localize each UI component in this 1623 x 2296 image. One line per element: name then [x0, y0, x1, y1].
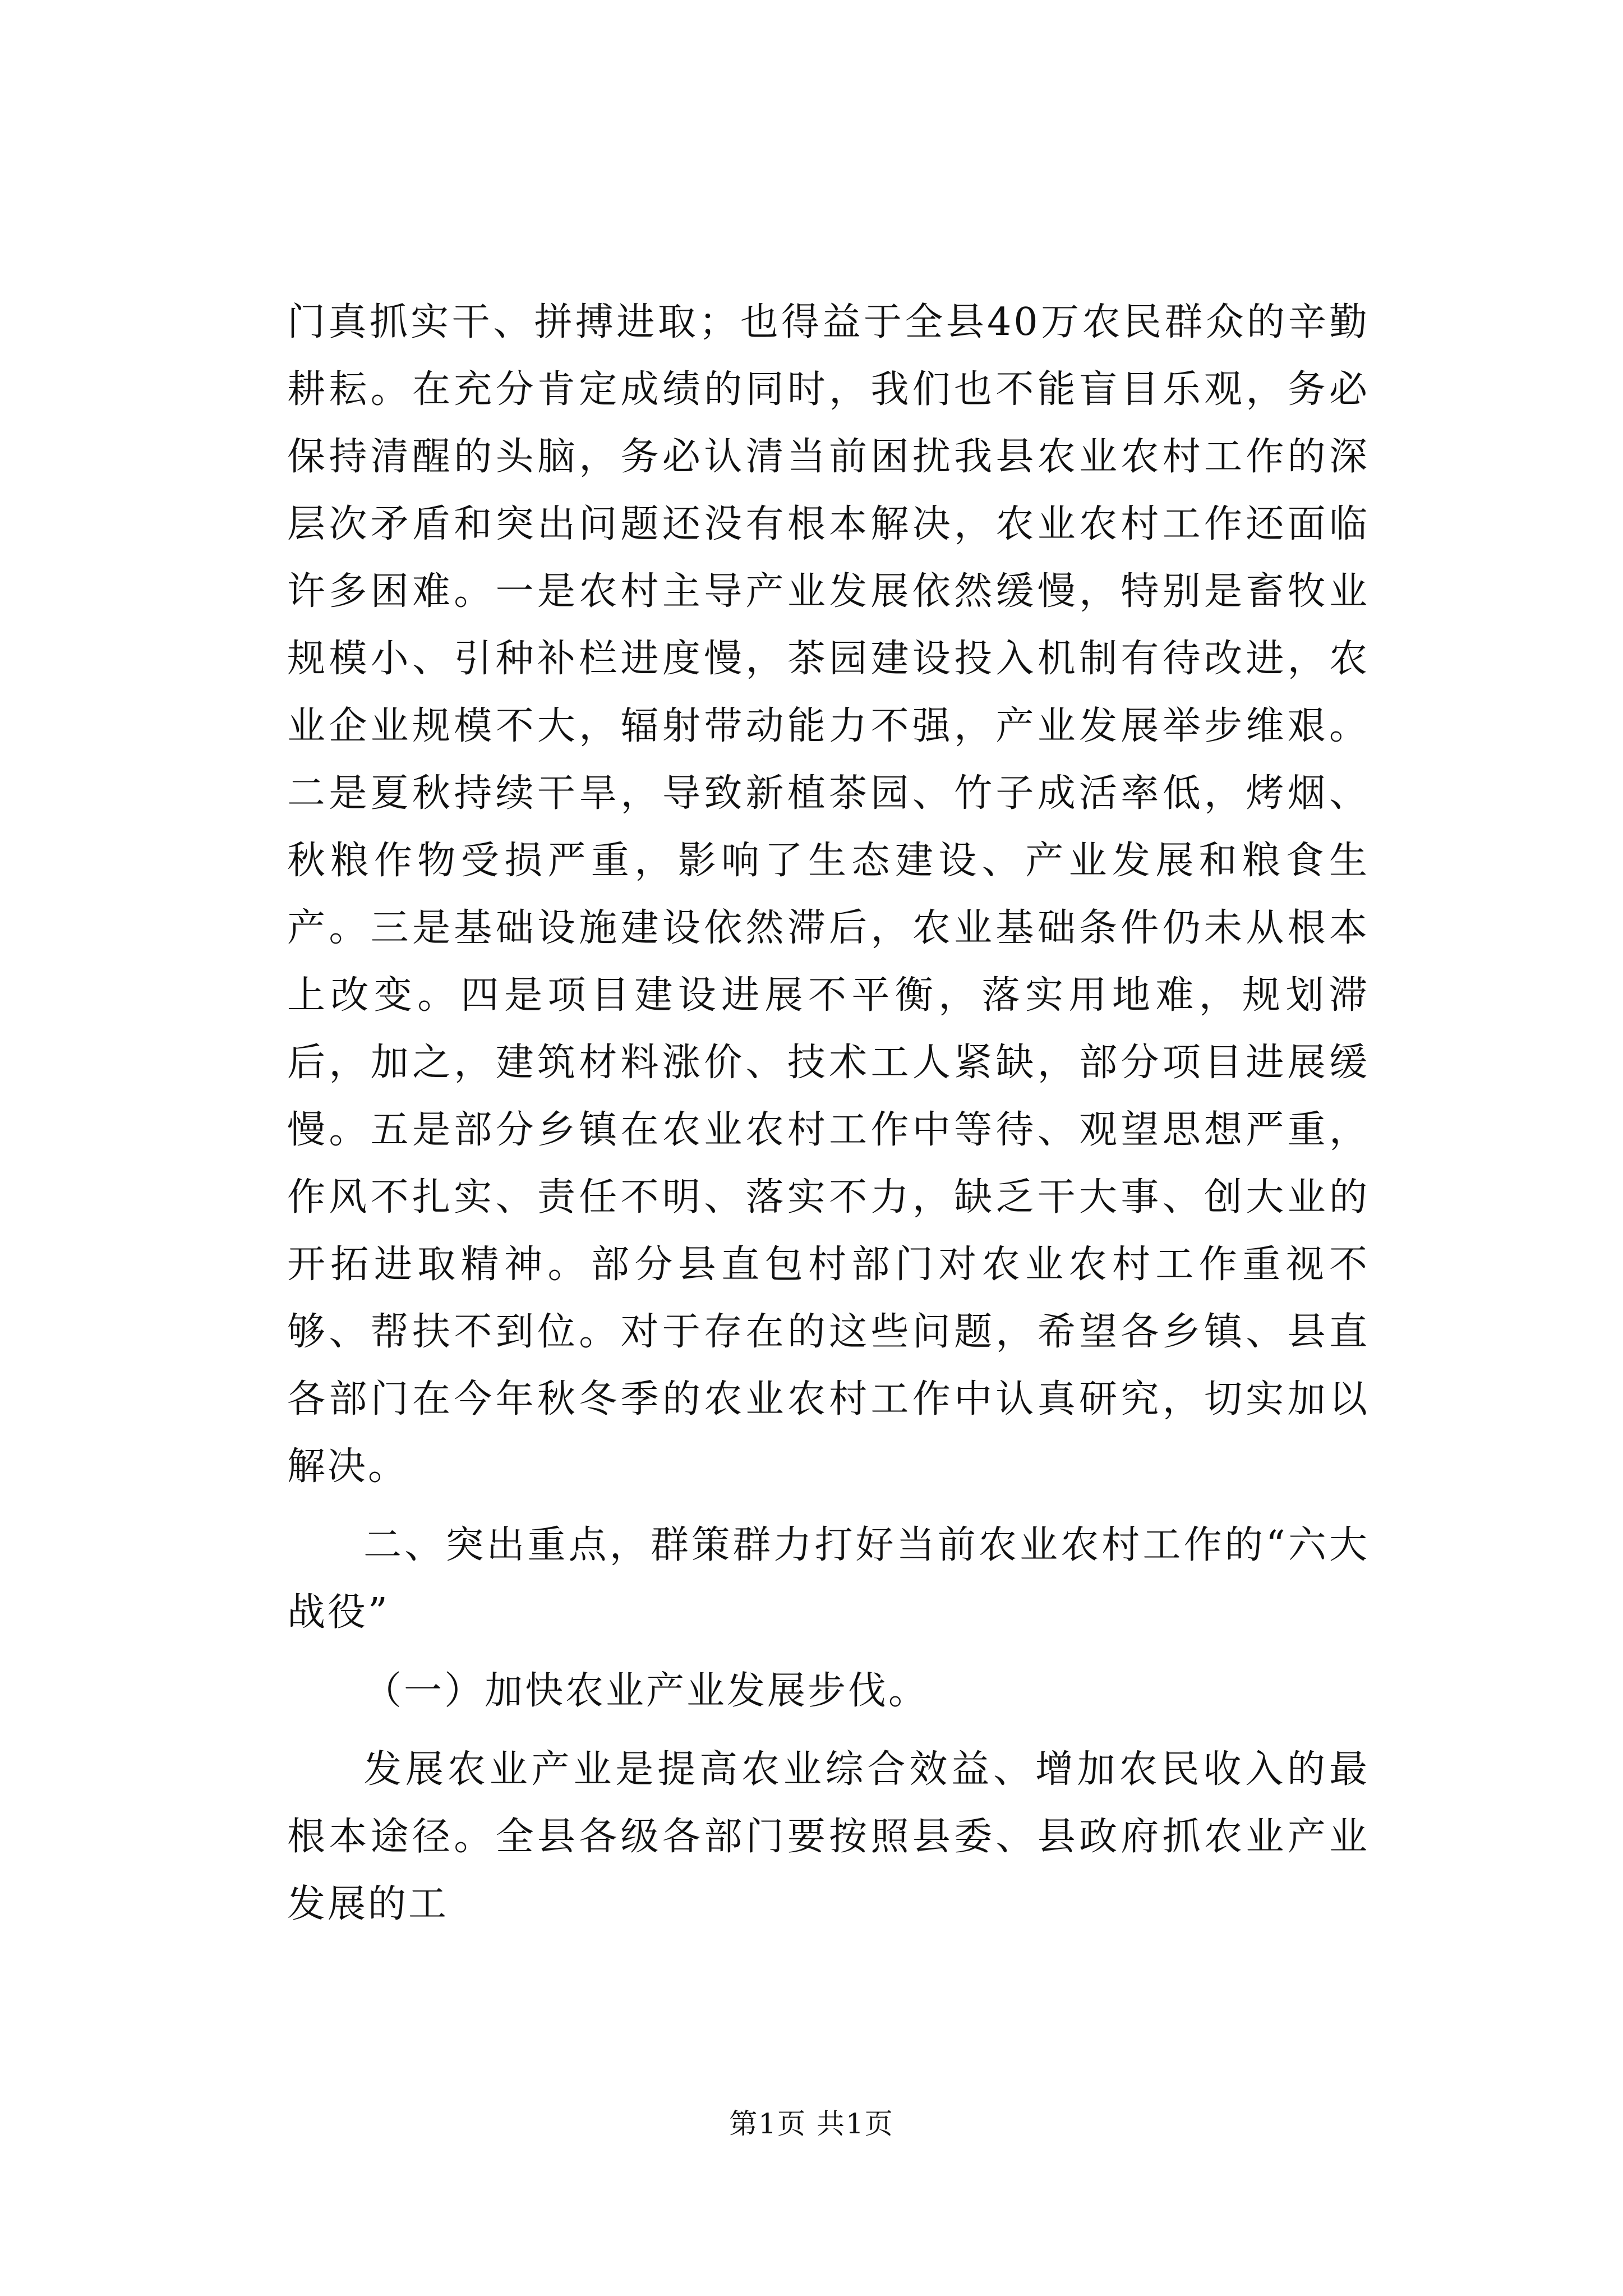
document-body	[287, 289, 1370, 1938]
paragraph-continuation: 门真抓实干、拼搏进取；也得益于全县40万农民群众的辛勤耕耘。在充分肯定成绩的同时，我们也不能盲目乐观，务必保持清醒的头脑，务必认清当前困扰我县农业农村工作的深层次矛盾和突出问题还没有根本解决，农业农村工作还面临许多困难。一是农村主导产业发展依然缓慢，特别是畜牧业规模小、引种补栏进度慢，茶园建设投入机制有待改进，农业企业规模不大，辐射带动能力不强，产业发展举步维艰。二是夏秋持续干旱，导致新植茶园、竹子成活率低，烤烟、秋粮作物受损严重，影响了生态建设、产业发展和粮食生产。三是基础设施建设依然滞后，农业基础条件仍未从根本上改变。四是项目建设进展不平衡，落实用地难，规划滞后，加之，建筑材料涨价、技术工人紧缺，部分项目进展缓慢。五是部分乡镇在农业农村工作中等待、观望思想严重，作风不扎实、责任不明、落实不力，缺乏干大事、创大业的开拓进取精神。部分县直包村部门对农业农村工作重视不够、帮扶不到位。对于存在的这些问题，希望各乡镇、县直各部门在今年秋冬季的农业农村工作中认真研究，切实加以解决。	[287, 300, 1370, 1489]
section-heading: 二、突出重点，群策群力打好当前农业农村工作的“六大战役”	[287, 1523, 1370, 1635]
subsection-heading: （一）加快农业产业发展步伐。	[363, 1669, 929, 1713]
page-footer: 第1页 共1页	[729, 2108, 894, 2140]
paragraph: 发展农业产业是提高农业综合效益、增加农民收入的最根本途径。全县各级各部门要按照县委、县政府抓农业产业发展的工	[287, 1747, 1370, 1926]
